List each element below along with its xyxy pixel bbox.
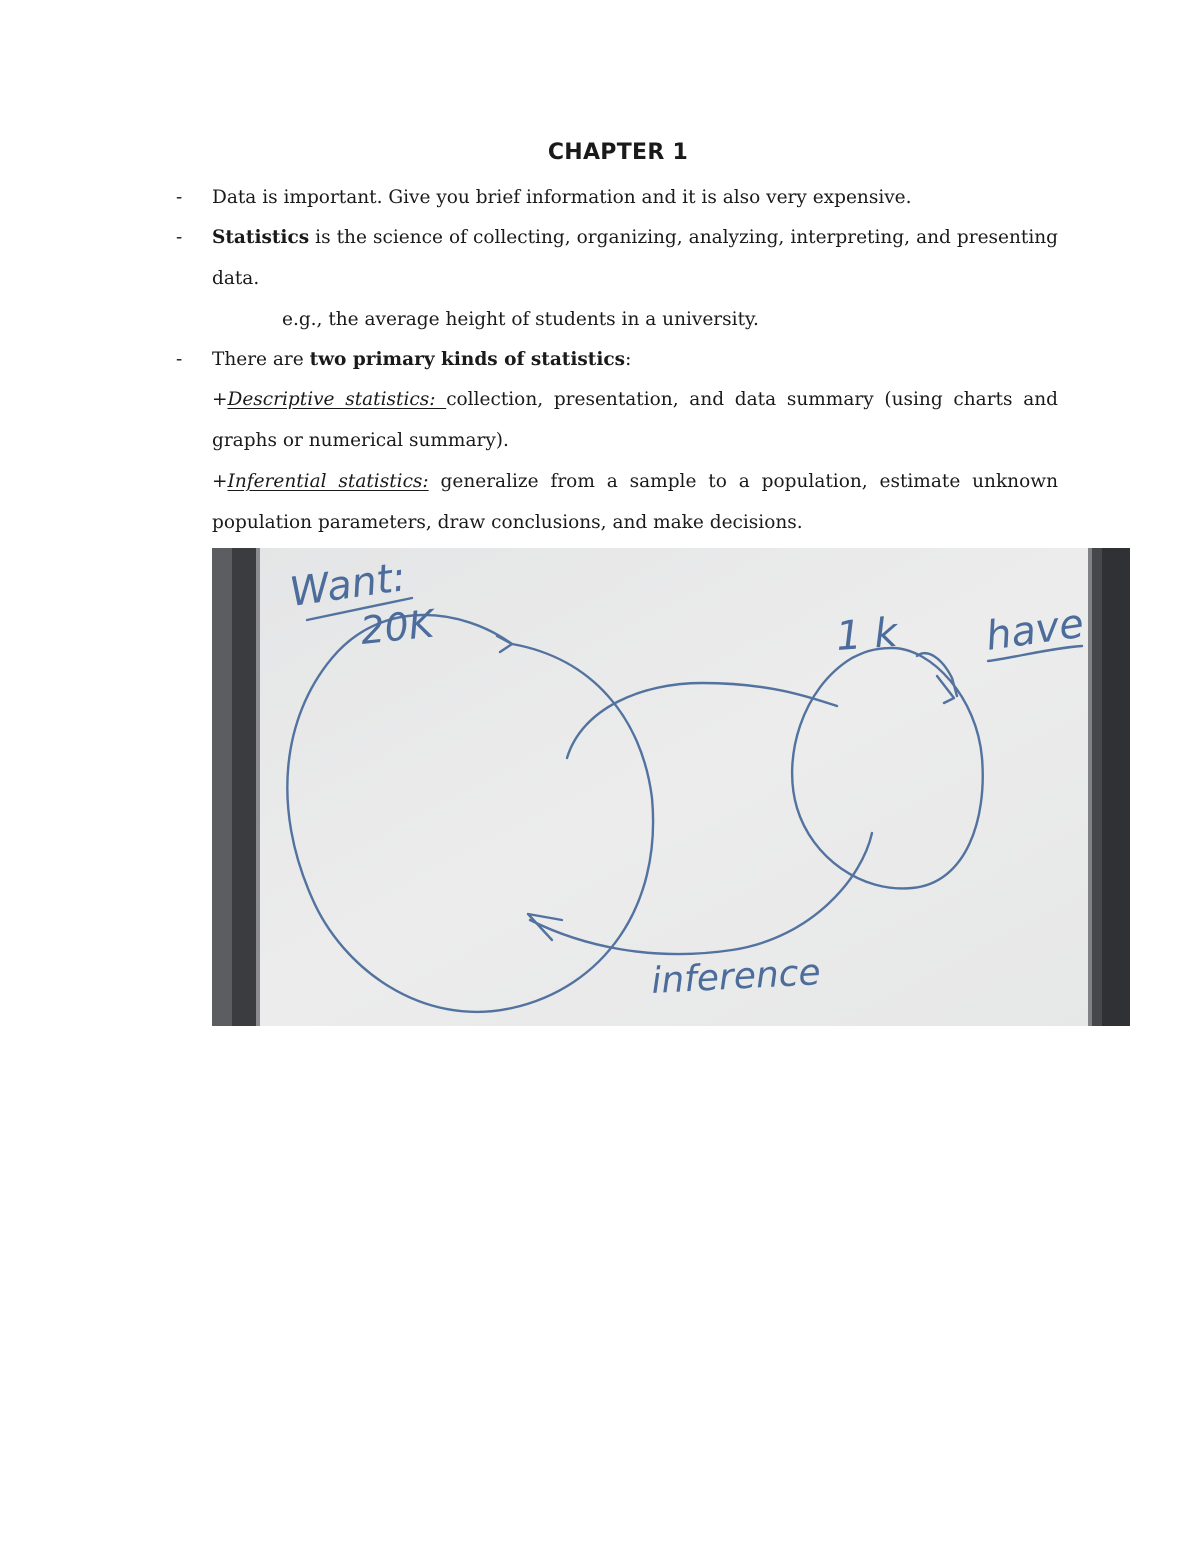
kinds-prefix: There are [212, 349, 310, 370]
statistics-definition-continued: data. [212, 268, 260, 289]
descriptive-statistics-line [212, 388, 1058, 412]
inferential-definition-continued: population parameters, draw conclusions, and make decisions. [212, 512, 803, 533]
descriptive-definition-continued: graphs or numerical summary). [212, 430, 509, 451]
descriptive-definition: collection, presentation, and data summary (using charts and [446, 389, 1058, 410]
have-label: have [982, 600, 1087, 660]
whiteboard-photo [212, 548, 1130, 1026]
statistics-term: Statistics [212, 227, 310, 248]
inferential-statistics-line [212, 470, 1058, 494]
chapter-title: CHAPTER 1 [547, 140, 689, 165]
want-value-label: 20K [358, 601, 436, 653]
descriptive-term: Descriptive statistics: [227, 389, 447, 410]
plus-sign: + [212, 389, 228, 410]
inferential-definition: generalize from a sample to a population, estimate unknown [428, 471, 1058, 492]
inference-label: inference [650, 952, 822, 1002]
kinds-bold: two primary kinds of statistics [309, 349, 626, 370]
bullet-statistics-definition [212, 226, 1058, 250]
plus-sign: + [212, 471, 228, 492]
kinds-suffix: : [625, 349, 632, 370]
example-line: e.g., the average height of students in a university. [282, 309, 759, 330]
statistics-definition-text: is the science of collecting, organizing, analyzing, interpreting, and presenting [309, 227, 1058, 248]
bullet-dash: - [176, 187, 183, 208]
bullet-kinds-of-statistics [212, 348, 1058, 372]
inferential-term: Inferential statistics: [227, 471, 429, 492]
bullet-dash: - [176, 349, 183, 370]
want-label: Want: [286, 554, 409, 616]
bullet-data-important: Data is important. Give you brief information and it is also very expensive. [212, 187, 912, 208]
have-value-label: 1 k [834, 609, 899, 660]
bullet-dash: - [176, 227, 183, 248]
